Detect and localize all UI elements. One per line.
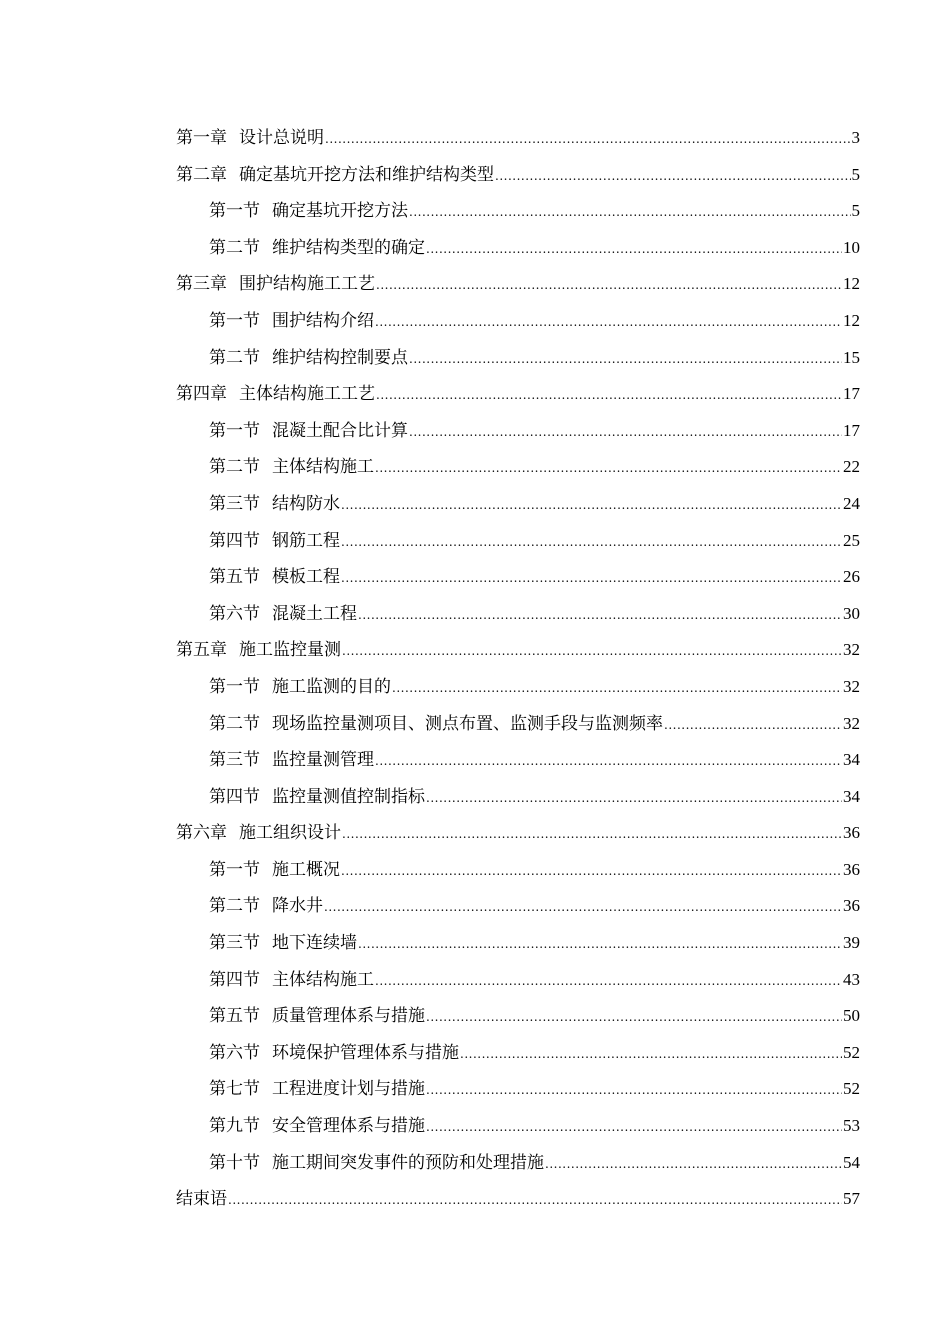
toc-page-number: 36 [843, 859, 860, 879]
toc-page-number: 39 [843, 933, 860, 953]
toc-chapter-entry[interactable] [176, 376, 860, 413]
toc-section-entry[interactable] [176, 486, 860, 523]
toc-section-entry[interactable] [176, 449, 860, 486]
toc-page-number: 34 [843, 786, 860, 806]
toc-entry-number: 第三节 [209, 933, 260, 954]
toc-section-entry[interactable] [176, 193, 860, 230]
toc-section-entry[interactable] [176, 742, 860, 779]
toc-dot-leader [325, 121, 851, 158]
toc-entry-title: 监控量测值控制指标 [272, 786, 425, 807]
toc-entry-number: 第四节 [209, 530, 260, 551]
toc-dot-leader [409, 194, 851, 231]
toc-entry-label [209, 486, 340, 523]
toc-section-entry[interactable] [176, 559, 860, 596]
toc-entry-title: 确定基坑开挖方法和维护结构类型 [239, 164, 494, 185]
toc-page-number: 52 [843, 1042, 860, 1062]
toc-section-entry[interactable] [176, 1108, 860, 1145]
toc-section-entry[interactable] [176, 998, 860, 1035]
toc-entry-label [176, 632, 341, 669]
toc-dot-leader [358, 597, 842, 634]
toc-entry-label [209, 742, 374, 779]
toc-entry-label [209, 413, 408, 450]
toc-page-number: 36 [843, 896, 860, 916]
toc-entry-title: 结束语 [176, 1189, 227, 1210]
toc-entry-label [209, 1145, 544, 1182]
toc-entry-title: 监控量测管理 [272, 750, 374, 771]
toc-section-entry[interactable] [176, 888, 860, 925]
toc-page-number: 32 [843, 713, 860, 733]
toc-entry-title: 结构防水 [272, 493, 340, 514]
toc-entry-number: 第十节 [209, 1152, 260, 1173]
toc-entry-number: 第七节 [209, 1079, 260, 1100]
toc-entry-title: 施工组织设计 [239, 823, 341, 844]
toc-entry-title: 主体结构施工 [272, 457, 374, 478]
toc-entry-title: 围护结构介绍 [272, 310, 374, 331]
toc-dot-leader [426, 999, 842, 1036]
toc-dot-leader [409, 414, 842, 451]
toc-entry-number: 第二节 [209, 713, 260, 734]
toc-entry-title: 围护结构施工工艺 [239, 274, 375, 295]
toc-chapter-entry[interactable] [176, 1181, 860, 1218]
toc-entry-title: 确定基坑开挖方法 [272, 201, 408, 222]
toc-entry-number: 第一章 [176, 128, 227, 148]
toc-page-number: 34 [843, 750, 860, 770]
toc-entry-title: 混凝土配合比计算 [272, 420, 408, 441]
toc-entry-label [209, 925, 357, 962]
toc-chapter-entry[interactable] [176, 815, 860, 852]
toc-page-number: 50 [843, 1006, 860, 1026]
toc-entry-title: 钢筋工程 [272, 530, 340, 551]
toc-dot-leader [376, 377, 842, 414]
toc-entry-label [176, 1181, 227, 1218]
toc-dot-leader [341, 524, 842, 561]
toc-entry-title: 主体结构施工工艺 [239, 384, 375, 405]
toc-entry-title: 主体结构施工 [272, 969, 374, 990]
toc-page-number: 10 [843, 237, 860, 257]
toc-entry-label [176, 815, 341, 852]
toc-page-number: 12 [843, 274, 860, 294]
toc-section-entry[interactable] [176, 340, 860, 377]
toc-entry-label [209, 852, 340, 889]
toc-page-number: 24 [843, 493, 860, 513]
toc-entry-number: 第二节 [209, 457, 260, 478]
toc-dot-leader [341, 487, 842, 524]
toc-entry-number: 第五节 [209, 1006, 260, 1027]
toc-dot-leader [376, 267, 842, 304]
toc-dot-leader [341, 560, 842, 597]
toc-entry-title: 工程进度计划与措施 [272, 1079, 425, 1100]
toc-entry-title: 维护结构类型的确定 [272, 237, 425, 258]
toc-entry-number: 第六章 [176, 823, 227, 844]
toc-entry-label [209, 230, 425, 267]
toc-entry-label [176, 157, 494, 194]
toc-entry-number: 第三节 [209, 750, 260, 771]
toc-section-entry[interactable] [176, 1035, 860, 1072]
toc-page-number: 17 [843, 384, 860, 404]
toc-dot-leader [409, 341, 842, 378]
toc-entry-label [209, 1108, 425, 1145]
toc-entry-number: 第五节 [209, 567, 260, 588]
toc-page-number: 52 [843, 1079, 860, 1099]
toc-page-number: 30 [843, 603, 860, 623]
toc-section-entry[interactable] [176, 523, 860, 560]
toc-entry-title: 地下连续墙 [272, 933, 357, 954]
toc-entry-label [209, 779, 425, 816]
toc-dot-leader [342, 816, 842, 853]
toc-entry-number: 第五章 [176, 640, 227, 661]
toc-entry-title: 模板工程 [272, 567, 340, 588]
toc-dot-leader [392, 670, 842, 707]
toc-chapter-entry[interactable] [176, 120, 860, 157]
toc-dot-leader [375, 963, 842, 1000]
toc-entry-label [209, 559, 340, 596]
toc-entry-label [209, 962, 374, 999]
toc-chapter-entry[interactable] [176, 266, 860, 303]
toc-entry-label [176, 120, 324, 157]
toc-entry-number: 第一节 [209, 420, 260, 441]
toc-entry-number: 第四章 [176, 384, 227, 405]
toc-section-entry[interactable] [176, 413, 860, 450]
toc-entry-number: 第二节 [209, 347, 260, 368]
toc-dot-leader [426, 780, 842, 817]
toc-section-entry[interactable] [176, 1071, 860, 1108]
toc-dot-leader [495, 158, 851, 195]
toc-dot-leader [342, 633, 842, 670]
toc-entry-title: 设计总说明 [239, 128, 324, 148]
toc-entry-title: 安全管理体系与措施 [272, 1116, 425, 1137]
toc-section-entry[interactable] [176, 852, 860, 889]
toc-page-number: 5 [851, 164, 860, 184]
toc-entry-title: 施工期间突发事件的预防和处理措施 [272, 1152, 544, 1173]
toc-entry-label [209, 1071, 425, 1108]
toc-section-entry[interactable] [176, 669, 860, 706]
toc-dot-leader [341, 853, 842, 890]
toc-chapter-entry[interactable] [176, 157, 860, 194]
toc-entry-number: 第六节 [209, 603, 260, 624]
toc-entry-number: 第九节 [209, 1116, 260, 1137]
toc-section-entry[interactable] [176, 779, 860, 816]
toc-dot-leader [426, 231, 842, 268]
toc-entry-title: 混凝土工程 [272, 603, 357, 624]
toc-section-entry[interactable] [176, 925, 860, 962]
toc-page-number: 53 [843, 1116, 860, 1136]
toc-dot-leader [460, 1036, 842, 1073]
toc-entry-title: 维护结构控制要点 [272, 347, 408, 368]
toc-page-number: 15 [843, 347, 860, 367]
toc-entry-label [209, 706, 663, 743]
toc-entry-number: 第三章 [176, 274, 227, 295]
toc-entry-label [209, 303, 374, 340]
toc-entry-number: 第二章 [176, 164, 227, 185]
toc-page-number: 32 [843, 676, 860, 696]
toc-dot-leader [324, 889, 842, 926]
toc-entry-number: 第二节 [209, 237, 260, 258]
toc-entry-label [209, 888, 323, 925]
toc-page-number: 36 [843, 823, 860, 843]
toc-entry-number: 第一节 [209, 859, 260, 880]
toc-entry-number: 第一节 [209, 676, 260, 697]
toc-section-entry[interactable] [176, 962, 860, 999]
toc-section-entry[interactable] [176, 596, 860, 633]
toc-dot-leader [426, 1072, 842, 1109]
toc-entry-number: 第四节 [209, 969, 260, 990]
toc-section-entry[interactable] [176, 706, 860, 743]
toc-entry-label [209, 523, 340, 560]
toc-dot-leader [375, 450, 842, 487]
toc-section-entry[interactable] [176, 303, 860, 340]
toc-entry-label [209, 340, 408, 377]
toc-dot-leader [545, 1146, 842, 1183]
toc-entry-number: 第一节 [209, 310, 260, 331]
toc-page-number: 43 [843, 969, 860, 989]
toc-entry-number: 第二节 [209, 896, 260, 917]
toc-dot-leader [358, 926, 842, 963]
toc-dot-leader [375, 743, 842, 780]
toc-section-entry[interactable] [176, 230, 860, 267]
toc-page-number: 26 [843, 567, 860, 587]
toc-entry-label [209, 193, 408, 230]
toc-dot-leader [375, 304, 842, 341]
toc-section-entry[interactable] [176, 1145, 860, 1182]
toc-entry-label [209, 669, 391, 706]
toc-entry-number: 第一节 [209, 201, 260, 222]
toc-page-number: 25 [843, 530, 860, 550]
toc-page-number: 32 [843, 640, 860, 660]
toc-page-number: 54 [843, 1152, 860, 1172]
toc-entry-number: 第三节 [209, 493, 260, 514]
toc-entry-label [209, 449, 374, 486]
toc-page-number: 3 [851, 128, 860, 147]
toc-entry-title: 降水井 [272, 896, 323, 917]
toc-entry-label [176, 266, 375, 303]
toc-entry-title: 施工监测的目的 [272, 676, 391, 697]
toc-dot-leader [664, 707, 842, 744]
toc-entry-number: 第四节 [209, 786, 260, 807]
toc-page-number: 17 [843, 420, 860, 440]
toc-entry-label [209, 596, 357, 633]
toc-page-number: 12 [843, 310, 860, 330]
toc-entry-label [209, 998, 425, 1035]
toc-page-number: 57 [843, 1189, 860, 1209]
table-of-contents [176, 120, 860, 1218]
toc-page-number: 5 [851, 201, 860, 221]
toc-entry-title: 施工概况 [272, 859, 340, 880]
toc-entry-label [176, 376, 375, 413]
toc-entry-title: 质量管理体系与措施 [272, 1006, 425, 1027]
toc-page-number: 22 [843, 457, 860, 477]
toc-entry-title: 现场监控量测项目、测点布置、监测手段与监测频率 [272, 713, 663, 734]
toc-entry-number: 第六节 [209, 1042, 260, 1063]
toc-dot-leader [228, 1182, 842, 1219]
toc-dot-leader [426, 1109, 842, 1146]
toc-entry-title: 环境保护管理体系与措施 [272, 1042, 459, 1063]
toc-chapter-entry[interactable] [176, 632, 860, 669]
toc-entry-label [209, 1035, 459, 1072]
toc-entry-title: 施工监控量测 [239, 640, 341, 661]
